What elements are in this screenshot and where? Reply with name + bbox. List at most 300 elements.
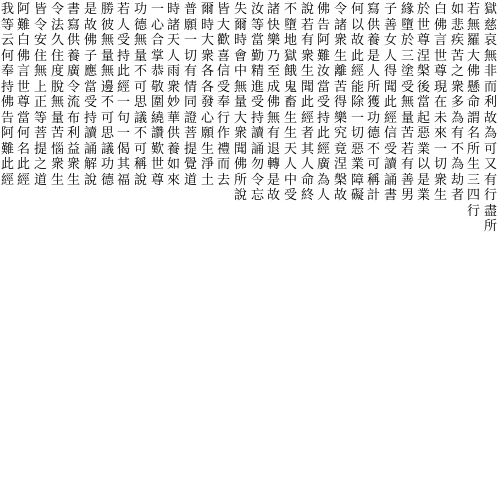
character: 尊 <box>416 33 430 48</box>
character: 告 <box>316 17 330 33</box>
character: 乃 <box>266 48 280 64</box>
character: 大 <box>200 33 214 48</box>
character: 持 <box>116 48 130 64</box>
character: 尊 <box>16 95 30 110</box>
character: 汝 <box>316 64 330 79</box>
character: 竟 <box>333 141 347 157</box>
character: 行 <box>466 203 480 219</box>
character: 議 <box>100 141 114 157</box>
character: 四 <box>466 188 480 203</box>
text-column <box>333 2 348 498</box>
character: 若 <box>116 2 130 17</box>
character: 子 <box>383 2 397 17</box>
character: 行 <box>483 188 497 203</box>
character: 多 <box>450 95 464 110</box>
character: 苦 <box>450 48 464 64</box>
text-column <box>50 2 65 498</box>
character: 菩 <box>183 126 197 141</box>
character: 涅 <box>333 157 347 172</box>
character: 令 <box>333 2 347 17</box>
character: 度 <box>50 64 64 79</box>
character: 樂 <box>333 110 347 126</box>
character: 苦 <box>50 126 64 141</box>
character: 道 <box>33 172 47 188</box>
character: 心 <box>200 110 214 126</box>
text-column <box>250 2 265 498</box>
character: 有 <box>400 157 414 172</box>
character: 諸 <box>333 17 347 33</box>
character: 人 <box>166 48 180 64</box>
character: 受 <box>316 95 330 110</box>
character: 經 <box>300 110 314 126</box>
character: 能 <box>350 79 364 95</box>
character: 信 <box>216 64 230 79</box>
character: 持 <box>83 110 97 126</box>
character: 若 <box>400 141 414 157</box>
character: 世 <box>150 157 164 172</box>
character: 云 <box>0 33 14 48</box>
character: 供 <box>166 126 180 141</box>
character: 是 <box>266 172 280 188</box>
character: 佛 <box>316 2 330 17</box>
character: 德 <box>366 126 380 141</box>
text-column <box>100 2 115 498</box>
character: 阿 <box>316 33 330 48</box>
character: 解 <box>83 157 97 172</box>
character: 勝 <box>100 2 114 17</box>
character: 一 <box>150 2 164 17</box>
character: 劫 <box>450 172 464 188</box>
text-column <box>366 2 381 498</box>
character: 生 <box>466 157 480 172</box>
character: 作 <box>216 126 230 141</box>
text-column <box>283 2 298 498</box>
character: 正 <box>33 95 47 110</box>
character: 命 <box>466 95 480 110</box>
character: 當 <box>16 110 30 126</box>
character: 中 <box>233 64 247 79</box>
character: 福 <box>116 172 130 188</box>
character: 若 <box>300 17 314 33</box>
character: 來 <box>166 172 180 188</box>
character: 為 <box>450 110 464 126</box>
character: 當 <box>316 79 330 95</box>
character: 生 <box>333 48 347 64</box>
character: 令 <box>33 17 47 33</box>
character: 苦 <box>333 79 347 95</box>
text-column <box>400 2 415 498</box>
character: 廣 <box>66 64 80 79</box>
character: 白 <box>433 2 447 17</box>
character: 世 <box>16 79 30 95</box>
character: 安 <box>33 33 47 48</box>
character: 普 <box>183 2 197 17</box>
character: 等 <box>33 110 47 126</box>
character: 此 <box>0 157 14 172</box>
character: 稱 <box>366 172 380 188</box>
character: 道 <box>183 172 197 188</box>
character: 此 <box>300 95 314 110</box>
character: 無 <box>266 110 280 126</box>
character: 勿 <box>250 157 264 172</box>
character: 天 <box>283 141 297 157</box>
character: 功 <box>100 157 114 172</box>
character: 信 <box>383 126 397 141</box>
character: 上 <box>33 79 47 95</box>
character: 人 <box>116 17 130 33</box>
character: 妙 <box>166 95 180 110</box>
character: 而 <box>483 79 497 95</box>
character: 故 <box>83 17 97 33</box>
character: 難 <box>0 141 14 157</box>
text-column <box>33 2 48 498</box>
text-column <box>433 2 448 498</box>
character: 令 <box>250 172 264 188</box>
character: 汝 <box>250 2 264 17</box>
character: 願 <box>200 126 214 141</box>
character: 大 <box>466 48 480 64</box>
character: 受 <box>383 141 397 157</box>
character: 功 <box>133 2 147 17</box>
character: 養 <box>366 33 380 48</box>
text-column <box>266 2 281 498</box>
character: 生 <box>200 141 214 157</box>
character: 惡 <box>350 141 364 157</box>
character: 衆 <box>200 48 214 64</box>
character: 善 <box>383 17 397 33</box>
character: 白 <box>16 33 30 48</box>
character: 人 <box>283 157 297 172</box>
character: 聞 <box>233 141 247 157</box>
character: 不 <box>133 64 147 79</box>
character: 掌 <box>150 48 164 64</box>
character: 又 <box>483 157 497 172</box>
character: 量 <box>233 95 247 110</box>
character: 阿 <box>0 126 14 141</box>
character: 精 <box>250 64 264 79</box>
character: 名 <box>16 141 30 157</box>
character: 受 <box>83 95 97 110</box>
character: 議 <box>133 110 147 126</box>
character: 其 <box>300 141 314 157</box>
character: 惱 <box>50 141 64 157</box>
character: 槃 <box>333 172 347 188</box>
character: 墮 <box>400 17 414 33</box>
character: 歡 <box>216 33 230 48</box>
character: 畜 <box>283 95 297 110</box>
character: 不 <box>450 141 464 157</box>
character: 等 <box>250 17 264 33</box>
character: 去 <box>216 172 230 188</box>
character: 誦 <box>383 172 397 188</box>
character: 故 <box>483 110 497 126</box>
character: 受 <box>250 95 264 110</box>
character: 誦 <box>250 141 264 157</box>
character: 衆 <box>66 157 80 172</box>
character: 人 <box>300 157 314 172</box>
character: 禮 <box>216 141 230 157</box>
character: 聞 <box>300 79 314 95</box>
character: 量 <box>133 48 147 64</box>
character: 流 <box>66 95 80 110</box>
character: 羅 <box>466 33 480 48</box>
character: 忘 <box>250 188 264 203</box>
character: 量 <box>400 110 414 126</box>
character: 淨 <box>200 157 214 172</box>
character: 而 <box>216 157 230 172</box>
character: 經 <box>316 141 330 157</box>
character: 悲 <box>450 17 464 33</box>
character: 布 <box>66 110 80 126</box>
character: 提 <box>183 141 197 157</box>
character: 寫 <box>66 17 80 33</box>
character: 業 <box>350 157 364 172</box>
character: 尊 <box>433 64 447 79</box>
character: 應 <box>83 64 97 79</box>
character: 謂 <box>466 110 480 126</box>
character: 世 <box>416 17 430 33</box>
character: 衆 <box>333 33 347 48</box>
character: 邊 <box>100 79 114 95</box>
character: 有 <box>300 33 314 48</box>
character: 是 <box>83 2 97 17</box>
text-column <box>133 2 148 498</box>
character: 可 <box>366 157 380 172</box>
character: 佛 <box>83 33 97 48</box>
character: 喜 <box>216 48 230 64</box>
character: 各 <box>200 64 214 79</box>
character: 會 <box>233 48 247 64</box>
character: 願 <box>183 17 197 33</box>
character: 起 <box>416 110 430 126</box>
character: 為 <box>316 172 330 188</box>
character: 難 <box>16 17 30 33</box>
character: 無 <box>100 64 114 79</box>
character: 住 <box>50 48 64 64</box>
text-column <box>83 2 98 498</box>
character: 住 <box>33 48 47 64</box>
character: 獄 <box>483 2 497 17</box>
character: 當 <box>416 95 430 110</box>
character: 塗 <box>400 64 414 79</box>
character: 人 <box>316 188 330 203</box>
character: 有 <box>266 126 280 141</box>
character: 未 <box>433 110 447 126</box>
text-column <box>316 2 331 498</box>
character: 有 <box>483 172 497 188</box>
character: 佛 <box>233 157 247 172</box>
character: 可 <box>133 79 147 95</box>
character: 言 <box>433 33 447 48</box>
character: 終 <box>300 188 314 203</box>
character: 何 <box>16 126 30 141</box>
character: 名 <box>466 126 480 141</box>
character: 所 <box>366 79 380 95</box>
character: 獄 <box>283 48 297 64</box>
character: 失 <box>233 2 247 17</box>
text-column <box>0 2 15 498</box>
character: 哀 <box>483 33 497 48</box>
character: 不 <box>100 95 114 110</box>
character: 懸 <box>466 79 480 95</box>
character: 供 <box>366 17 380 33</box>
character: 於 <box>400 33 414 48</box>
character: 當 <box>83 79 97 95</box>
character: 華 <box>166 110 180 126</box>
character: 彼 <box>100 17 114 33</box>
character: 經 <box>350 64 364 79</box>
character: 如 <box>166 157 180 172</box>
character: 墮 <box>283 17 297 33</box>
character: 脫 <box>50 79 64 95</box>
character: 不 <box>283 2 297 17</box>
text-column <box>200 2 215 498</box>
character: 生 <box>283 126 297 141</box>
character: 合 <box>150 33 164 48</box>
character: 疾 <box>450 33 464 48</box>
character: 皆 <box>216 2 230 17</box>
text-column <box>350 2 365 498</box>
character: 業 <box>416 188 430 203</box>
character: 法 <box>50 17 64 33</box>
character: 至 <box>266 64 280 79</box>
character: 可 <box>483 141 497 157</box>
character: 切 <box>183 48 197 64</box>
character: 持 <box>250 110 264 126</box>
character: 地 <box>283 33 297 48</box>
character: 衆 <box>433 172 447 188</box>
character: 時 <box>233 33 247 48</box>
character: 經 <box>116 79 130 95</box>
character: 其 <box>116 157 130 172</box>
character: 女 <box>383 33 397 48</box>
character: 善 <box>400 172 414 188</box>
character: 量 <box>50 110 64 126</box>
character: 無 <box>400 95 414 110</box>
character: 衆 <box>450 79 464 95</box>
character: 苦 <box>400 126 414 141</box>
character: 阿 <box>16 2 30 17</box>
character: 時 <box>166 2 180 17</box>
character: 非 <box>483 64 497 79</box>
character: 恭 <box>150 64 164 79</box>
character: 偈 <box>116 141 130 157</box>
character: 土 <box>200 172 214 188</box>
character: 供 <box>66 33 80 48</box>
character: 於 <box>416 2 430 17</box>
character: 當 <box>250 33 264 48</box>
character: 此 <box>116 64 130 79</box>
character: 讀 <box>250 126 264 141</box>
character: 告 <box>0 110 14 126</box>
text-column <box>116 2 131 498</box>
character: 書 <box>66 2 80 17</box>
character: 餓 <box>283 64 297 79</box>
character: 此 <box>316 126 330 141</box>
character: 成 <box>266 79 280 95</box>
character: 菩 <box>33 126 47 141</box>
character: 圍 <box>150 95 164 110</box>
character: 槃 <box>416 64 430 79</box>
character: 涅 <box>416 48 430 64</box>
character: 利 <box>483 95 497 110</box>
character: 何 <box>350 2 364 17</box>
character: 子 <box>83 48 97 64</box>
character: 稱 <box>133 157 147 172</box>
character: 大 <box>216 17 230 33</box>
character: 者 <box>450 188 464 203</box>
character: 持 <box>0 79 14 95</box>
character: 障 <box>350 172 364 188</box>
character: 無 <box>483 48 497 64</box>
character: 中 <box>283 172 297 188</box>
character: 不 <box>366 141 380 157</box>
character: 此 <box>350 48 364 64</box>
character: 是 <box>366 48 380 64</box>
character: 說 <box>83 172 97 188</box>
character: 男 <box>400 188 414 203</box>
character: 雨 <box>166 64 180 79</box>
character: 養 <box>66 48 80 64</box>
character: 衆 <box>166 79 180 95</box>
character: 故 <box>333 188 347 203</box>
character: 一 <box>183 33 197 48</box>
character: 一 <box>350 110 364 126</box>
character: 不 <box>133 126 147 141</box>
character: 令 <box>50 2 64 17</box>
character: 難 <box>316 48 330 64</box>
character: 之 <box>33 157 47 172</box>
character: 現 <box>433 79 447 95</box>
character: 以 <box>416 157 430 172</box>
character: 進 <box>250 79 264 95</box>
character: 快 <box>266 17 280 33</box>
character: 佛 <box>0 95 14 110</box>
character: 說 <box>133 172 147 188</box>
character: 無 <box>100 33 114 48</box>
character: 切 <box>433 157 447 172</box>
character: 生 <box>433 188 447 203</box>
character: 皆 <box>33 2 47 17</box>
character: 盡 <box>483 203 497 219</box>
character: 若 <box>466 2 480 17</box>
character: 我 <box>0 2 14 17</box>
character: 敬 <box>150 79 164 95</box>
character: 句 <box>116 110 130 126</box>
character: 一 <box>433 141 447 157</box>
character: 命 <box>300 172 314 188</box>
character: 有 <box>450 126 464 141</box>
character: 所 <box>233 172 247 188</box>
text-column <box>383 2 398 498</box>
text-column <box>66 2 81 498</box>
character: 此 <box>16 157 30 172</box>
character: 天 <box>166 33 180 48</box>
character: 切 <box>350 126 364 141</box>
character: 樂 <box>266 33 280 48</box>
character: 惡 <box>416 126 430 141</box>
character: 生 <box>300 64 314 79</box>
character: 受 <box>283 188 297 203</box>
text-column <box>16 2 31 498</box>
character: 是 <box>416 172 430 188</box>
character: 德 <box>100 172 114 188</box>
character: 養 <box>166 141 180 157</box>
character: 有 <box>183 64 197 79</box>
character: 情 <box>183 79 197 95</box>
character: 時 <box>200 17 214 33</box>
character: 讀 <box>383 157 397 172</box>
